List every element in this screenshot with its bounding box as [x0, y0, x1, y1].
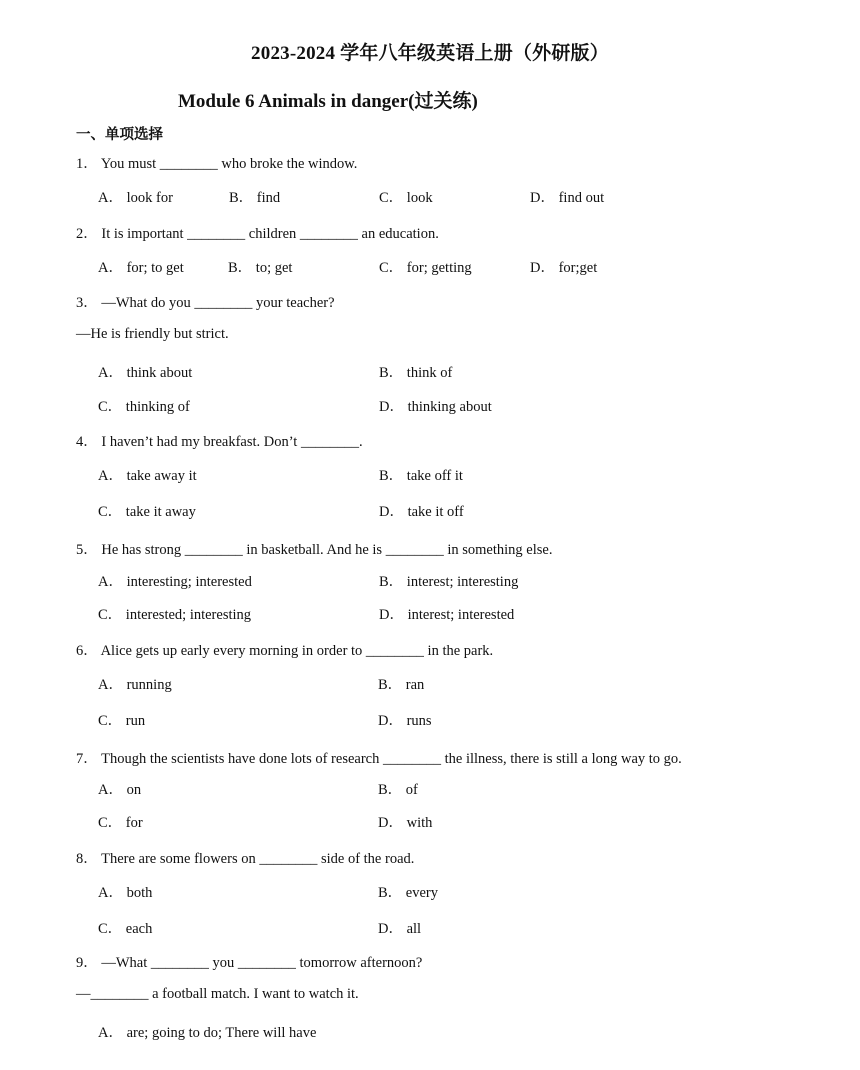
question-1-option-b: B． find [229, 190, 281, 206]
question-5-stem: 5． He has strong ________ in basketball. And he is ________ in something else. [76, 542, 553, 558]
question-8-stem: 8． There are some flowers on ________ side of the road. [76, 851, 415, 867]
question-5-option-a: A． interesting; interested [98, 574, 252, 590]
question-2-option-a: A． for; to get [98, 260, 184, 276]
question-7-option-c: C． for [98, 815, 143, 831]
module-subtitle: Module 6 Animals in danger(过关练) [178, 91, 478, 112]
question-4-option-a: A． take away it [98, 468, 197, 484]
question-1-option-d: D． find out [530, 190, 605, 206]
question-5-option-b: B． interest; interesting [379, 574, 519, 590]
question-4-option-d: D． take it off [379, 504, 464, 520]
question-6-option-b: B． ran [378, 677, 425, 693]
question-7-option-b: B． of [378, 782, 418, 798]
question-7-option-d: D． with [378, 815, 433, 831]
question-4-option-b: B． take off it [379, 468, 463, 484]
question-5-option-c: C． interested; interesting [98, 607, 252, 623]
question-2-option-c: C． for; getting [379, 260, 472, 276]
question-8-option-d: D． all [378, 921, 422, 937]
question-4-stem: 4． I haven’t had my breakfast. Don’t ________. [76, 434, 363, 450]
question-3-option-b: B． think of [379, 365, 453, 381]
question-7-option-a: A． on [98, 782, 142, 798]
question-8-option-b: B． every [378, 885, 438, 901]
question-1-option-a: A． look for [98, 190, 173, 206]
question-3-reply: —He is friendly but strict. [76, 326, 229, 342]
question-6-option-c: C． run [98, 713, 146, 729]
question-5-option-d: D． interest; interested [379, 607, 515, 623]
question-1-option-c: C． look [379, 190, 433, 206]
question-2-stem: 2． It is important ________ children ________ an education. [76, 226, 439, 242]
question-6-option-a: A． running [98, 677, 172, 693]
question-9-option-a: A． are; going to do; There will have [98, 1025, 317, 1041]
question-1-stem: 1． You must ________ who broke the window. [76, 156, 358, 172]
question-6-stem: 6． Alice gets up early every morning in order to ________ in the park. [76, 643, 494, 659]
question-7-stem: 7． Though the scientists have done lots of research ________ the illness, there is still a long way to go. [76, 751, 682, 767]
question-6-option-d: D． runs [378, 713, 432, 729]
section-heading: 一、单项选择 [76, 127, 163, 143]
question-3-option-d: D． thinking about [379, 399, 492, 415]
question-8-option-c: C． each [98, 921, 153, 937]
question-3-option-c: C． thinking of [98, 399, 190, 415]
question-2-option-b: B． to; get [228, 260, 293, 276]
page-title: 2023-2024 学年八年级英语上册（外研版） [251, 43, 609, 64]
question-3-option-a: A． think about [98, 365, 193, 381]
question-9-reply: —________ a football match. I want to watch it. [76, 986, 359, 1002]
question-2-option-d: D． for;get [530, 260, 598, 276]
question-9-stem: 9． —What ________ you ________ tomorrow afternoon? [76, 955, 423, 971]
question-4-option-c: C． take it away [98, 504, 196, 520]
question-3-stem: 3． —What do you ________ your teacher? [76, 295, 335, 311]
question-8-option-a: A． both [98, 885, 153, 901]
